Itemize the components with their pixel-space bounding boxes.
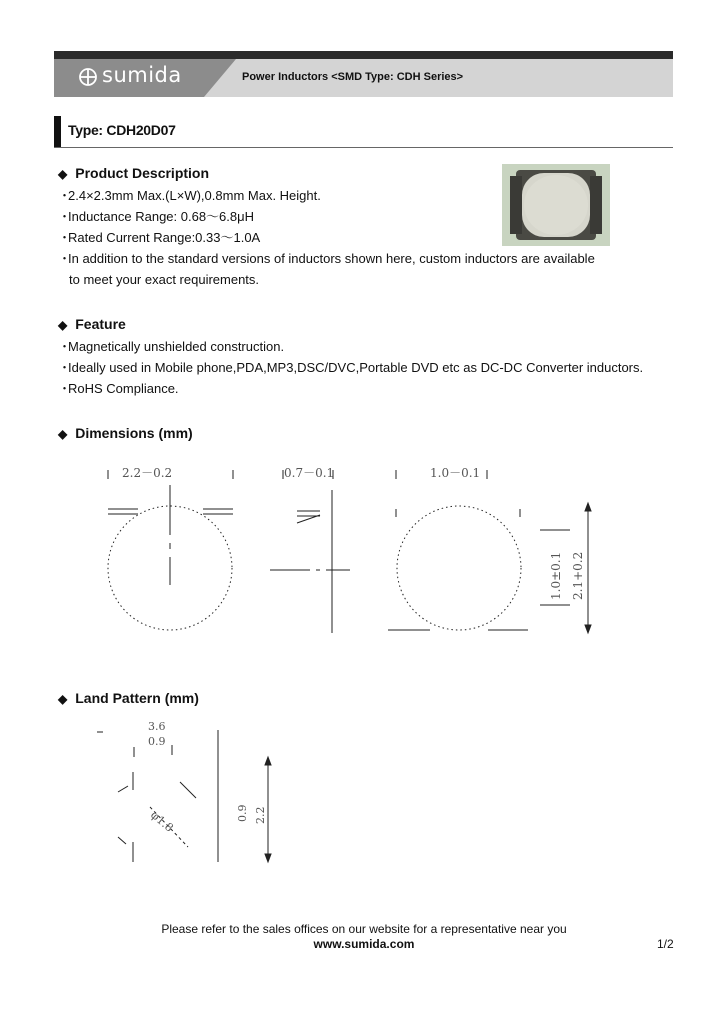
header-title: Power Inductors <SMD Type: CDH Series> [242,71,464,83]
type-accent [54,116,61,148]
land-label-diag: φ1.8 [148,808,176,835]
diamond-icon: ◆ [58,167,68,181]
pad-line [180,782,196,798]
land-label-top-outer: 3.6 [148,720,166,733]
type-divider [54,147,673,148]
land-pattern-heading: ◆ Land Pattern (mm) [58,690,199,706]
feature-list [58,336,643,399]
brand-name: sumida [102,63,182,87]
arrow-icon [585,625,591,633]
list-item: ・In addition to the standard versions of inductors shown here, custom inductors are available [58,251,595,266]
list-item: ・Rated Current Range:0.33～1.0A [58,230,261,245]
arrow-icon [265,757,271,765]
list-item: ・Inductance Range: 0.68～6.8μH [58,209,254,224]
product-description-heading: ◆ Product Description [58,165,210,181]
land-pattern-drawing [0,712,720,877]
list-item-continuation: to meet your exact requirements. [69,272,260,287]
dimensions-heading: ◆ Dimensions (mm) [58,425,193,441]
dim-label-terminal: 1.0－0.1 [430,466,481,480]
footer-website[interactable]: www.sumida.com [313,937,415,951]
land-label-right-outer: 2.2 [254,806,267,824]
arrow-icon [585,503,591,511]
land-label-right-inner: 0.9 [236,804,249,822]
pad-line [118,786,128,792]
product-photo [502,164,610,246]
logo-symbol-icon [78,67,98,87]
list-item: ・Ideally used in Mobile phone,PDA,MP3,DSC/DVC,Portable DVD etc as DC-DC Converter inductors. [58,360,644,375]
diamond-icon: ◆ [58,692,68,706]
pad-line [118,837,126,844]
arrow-icon [265,854,271,862]
footer-note: Please refer to the sales offices on our website for a representative near you [161,922,567,936]
dim-label-vert-outer: 2.1+0.2 [571,551,585,600]
diamond-icon: ◆ [58,318,68,332]
header-banner [54,51,673,97]
page-number: 1/2 [657,937,674,951]
dim-label-width: 2.2－0.2 [122,466,173,480]
list-item: ・Magnetically unshielded construction. [58,339,285,354]
feature-heading: ◆ Feature [58,316,126,332]
list-item: ・2.4×2.3mm Max.(L×W),0.8mm Max. Height. [58,188,321,203]
type-label: Type: CDH20D07 [68,122,176,138]
dimensions-drawing [0,455,720,645]
dim-label-thickness: 0.7－0.1 [284,466,335,480]
dim-label-vert-inner: 1.0±0.1 [549,551,563,600]
type-bar [54,116,673,148]
body-outline [397,506,521,630]
list-item: ・RoHS Compliance. [58,381,179,396]
inductor-photo-graphic [502,164,610,246]
land-label-top-inner: 0.9 [148,735,166,748]
diamond-icon: ◆ [58,427,68,441]
